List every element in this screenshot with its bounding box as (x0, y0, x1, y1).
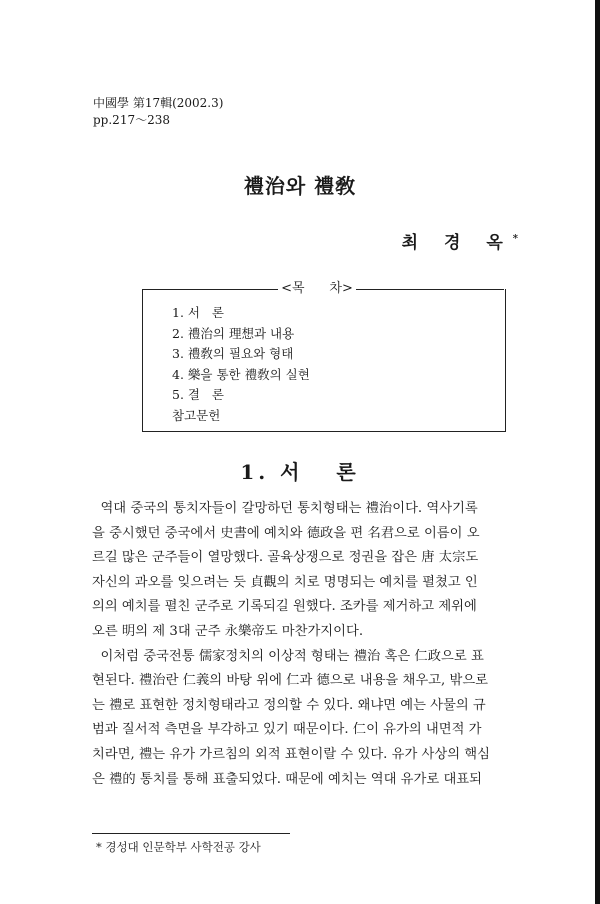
text-line: 은 禮的 통치를 통해 표출되었다. 때문에 예치는 역대 유가로 대표되 (92, 771, 482, 787)
text-line: 치라면, 禮는 유가 가르침의 외적 표현이랄 수 있다. 유가 사상의 핵심 (92, 746, 490, 762)
toc-item: 참고문헌 (172, 407, 221, 423)
footnote: * 경성대 인문학부 사학전공 강사 (96, 840, 261, 854)
section-heading: 1. 서 론 (240, 460, 360, 484)
article-title: 禮治와 禮敎 (243, 174, 357, 198)
text-line: 을 중시했던 중국에서 史書에 예치와 德政을 편 名君으로 이름이 오 (92, 525, 480, 541)
toc-item: 4. 樂을 통한 禮敎의 실현 (172, 366, 310, 382)
text-line: 르길 많은 군주들이 열망했다. 골육상쟁으로 정권을 잡은 唐 太宗도 (92, 550, 479, 566)
toc-item: 2. 禮治의 理想과 내용 (172, 325, 295, 341)
text-line: 는 禮로 표현한 정치형태라고 정의할 수 있다. 왜냐면 예는 사물의 규 (92, 697, 486, 713)
text-line: 역대 중국의 통치자들이 갈망하던 통치형태는 禮治이다. 역사기록 (92, 501, 478, 516)
scan-edge (595, 0, 600, 904)
journal-volume: 中國學 第17輯(2002.3) (93, 96, 224, 110)
author-text: 최 경 옥 (401, 233, 513, 253)
toc-heading: <목 차> (281, 281, 353, 296)
toc-item: 3. 禮敎의 필요와 형태 (172, 346, 294, 361)
toc-list (172, 303, 310, 426)
journal-pages: pp.217～238 (93, 113, 170, 127)
text-line: 이처럼 중국전통 儒家정치의 이상적 형태는 禮治 혹은 仁政으로 표 (92, 648, 484, 664)
journal-info (93, 95, 223, 129)
text-line: 자신의 과오를 잊으려는 듯 貞觀의 치로 명명되는 예치를 펼쳤고 인 (92, 574, 478, 590)
text-line: 범과 질서적 측면을 부각하고 있기 때문이다. 仁이 유가의 내면적 가 (92, 722, 482, 738)
author-footnote-mark: * (512, 233, 518, 245)
author-name (402, 228, 518, 253)
body-text (92, 497, 524, 792)
footnote-rule (92, 833, 290, 834)
text-line: 오른 明의 제 3대 군주 永樂帝도 마찬가지이다. (92, 623, 364, 639)
text-line: 현된다. 禮治란 仁義의 바탕 위에 仁과 德으로 내용을 채우고, 밖으로 (92, 673, 489, 689)
text-line: 의의 예치를 펼친 군주로 기록되길 원했다. 조카를 제거하고 제위에 (92, 599, 477, 615)
toc-item: 1. 서 론 (172, 305, 224, 320)
toc-item: 5. 결 론 (172, 387, 224, 402)
